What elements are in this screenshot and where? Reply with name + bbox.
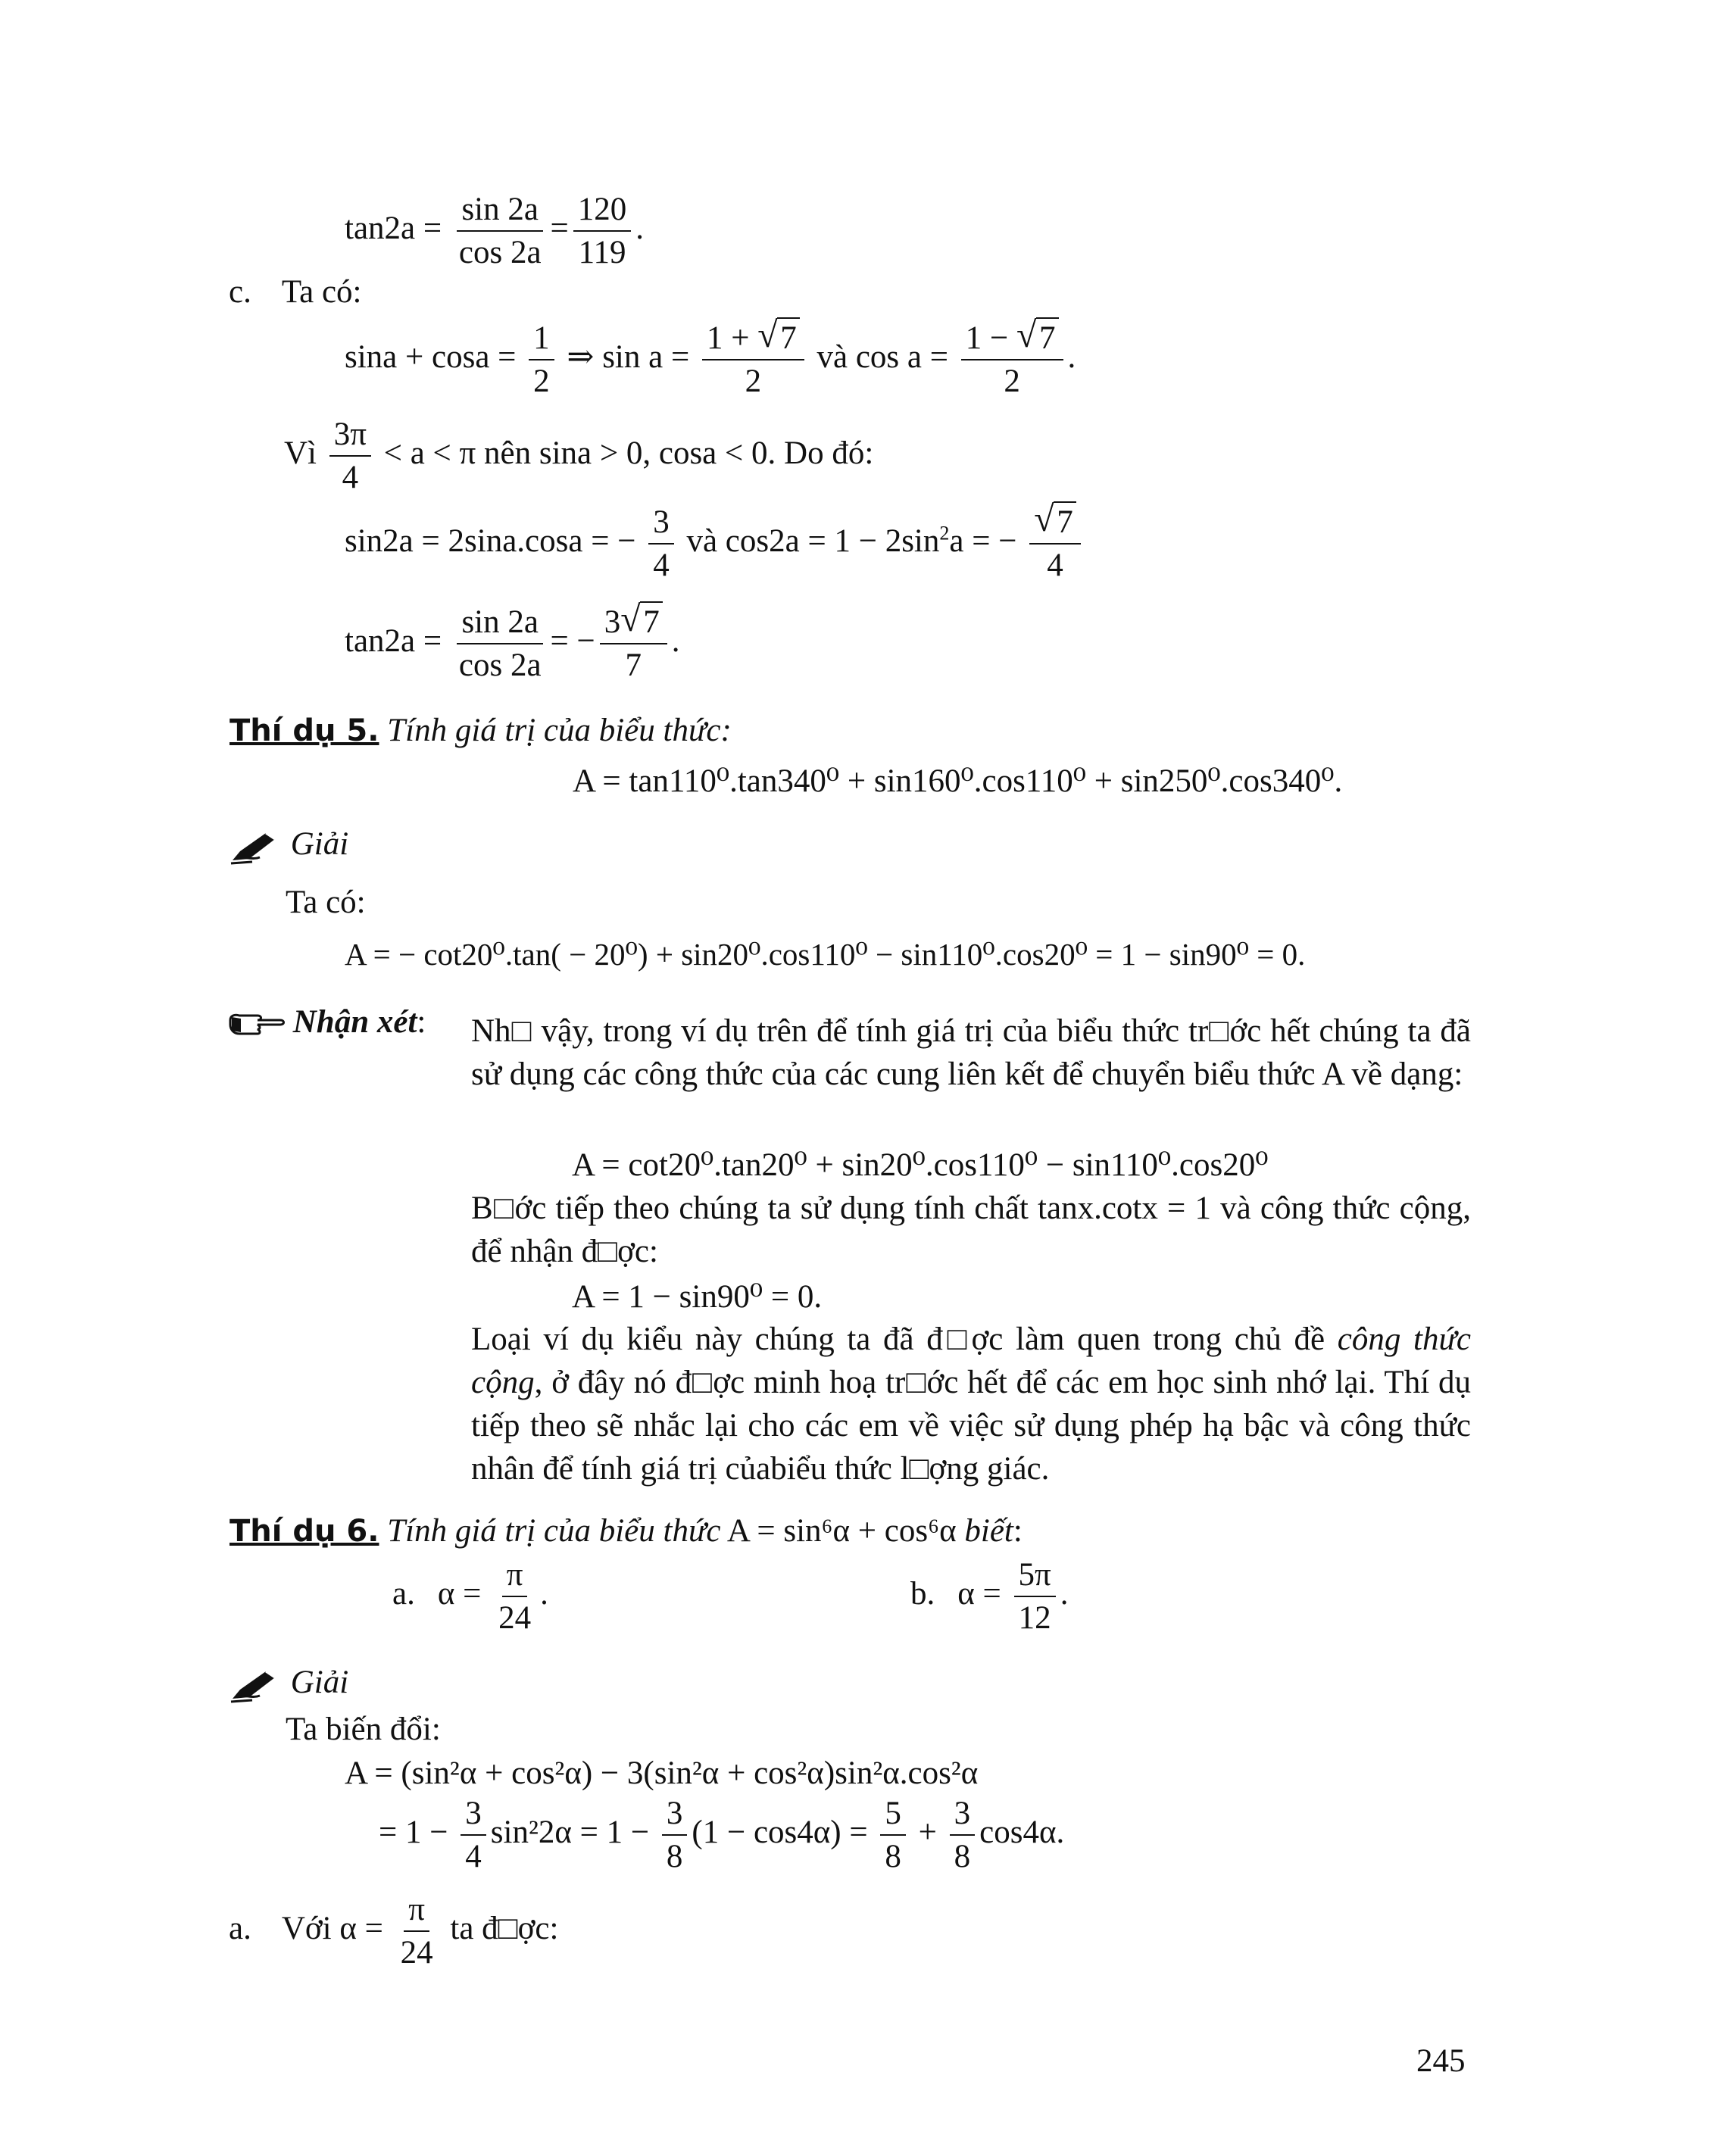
equation-sin2a: sin2a = 2sina.cosa = − $\frac{3}{4}$ và $\cos 2a = 1 - 2\sin^2a$ = − √ $\frac{7}{4}$ (345, 506, 1085, 582)
part-c-label: c. Ta có: (229, 274, 362, 310)
part-a-final: a. Với α = $\frac{\pi}{24}$ ta đ□ợc: (229, 1892, 559, 1971)
remark-paragraph-2: B□ớc tiếp theo chúng ta sử dụng tính chất tanx.cotx = 1 và công thức cộng, để nhận đ□ợc: (471, 1191, 1471, 1269)
equation-sum: sina + cosa = $\frac{1}{2}$ ⇒ sin a = $\frac{1 + √ 7}{2}$ và cos a = $\frac{1 - √ 7}{2}$ . (345, 322, 1076, 398)
solution-6-line-1: A = (sin²α + cos²α) − 3(sin²α + cos²α)sin²α.cos²α (345, 1755, 979, 1791)
equation-tan2a-b: tan2a = $\frac{\sin 2a}{\cos 2a}$ = $\frac{120}{119}$ . (345, 192, 645, 270)
example-6-part-a: a. α = $\frac{\pi}{24}$ . (392, 1557, 548, 1636)
solution-5-line: A = − cot20⁰.tan( − 20⁰) + sin20⁰.cos110⁰ − sin110⁰.cos20⁰ = 1 − sin90⁰ = 0. (345, 937, 1306, 972)
remark-formula-2: A = 1 − sin90⁰ = 0. (572, 1279, 823, 1315)
example-5-heading: Thí dụ 5. Tính giá trị của biểu thức: (229, 713, 732, 748)
remark-paragraph-1: Nh□ vậy, trong ví dụ trên để tính giá trị của biểu thức tr□ớc hết chúng ta đã sử dụng các công thức của các cung liên kết để chuyển biểu thức A về dạng: (471, 1013, 1471, 1092)
solution-6-line-2: = 1 − $\frac{3}{4}$ sin²2α = 1 − $\frac{3}{8}$ (1 − cos4α) = $\frac{5}{8}$ + $\frac{3}{8}$ cos4α. (379, 1796, 1065, 1874)
remark-formula-1: A = cot20⁰.tan20⁰ + sin20⁰.cos110⁰ − sin110⁰.cos20⁰ (572, 1147, 1269, 1183)
equation-tan2a-c: tan2a = $\frac{\sin 2a}{\cos 2a}$ = − $\frac{3√ 7}{7}$ . (345, 606, 680, 682)
pencil-icon (229, 829, 283, 865)
remark-paragraph-3: Loại ví dụ kiểu này chúng ta đã đ□ợc làm quen trong chủ đề công thức cộng, ở đây nó đ□ợc minh hoạ tr□ớc hết để các em học sinh nhớ lại. Thí dụ tiếp theo sẽ nhắc lại cho các em về việc sử dụng phép hạ bậc và công thức nhân để tính giá trị củabiểu thức l□ợng giác. (471, 1322, 1471, 1487)
page-number: 245 (1416, 2043, 1466, 2079)
pointing-hand-icon (227, 1010, 285, 1040)
solution-5-intro: Ta có: (286, 885, 366, 920)
solution-6-heading: Giải (229, 1666, 348, 1703)
solution-5-heading: Giải (229, 828, 348, 865)
remark-heading: Nhận xét: (227, 1006, 426, 1040)
example-6-heading: Thí dụ 6. Tính giá trị của biểu thức A = sin⁶α + cos⁶α biết: (229, 1513, 1023, 1549)
pencil-icon (229, 1667, 283, 1703)
example-5-expression: A = tan110⁰.tan340⁰ + sin160⁰.cos110⁰ + sin250⁰.cos340⁰. (573, 763, 1343, 799)
example-6-part-b: b. α = $\frac{5\pi}{12}$ . (910, 1557, 1069, 1636)
condition-line: Vì $\frac{3\pi}{4}$ < a < π nên sina > 0, cosa < 0. Do đó: (284, 417, 874, 495)
solution-6-intro: Ta biến đổi: (286, 1712, 441, 1747)
